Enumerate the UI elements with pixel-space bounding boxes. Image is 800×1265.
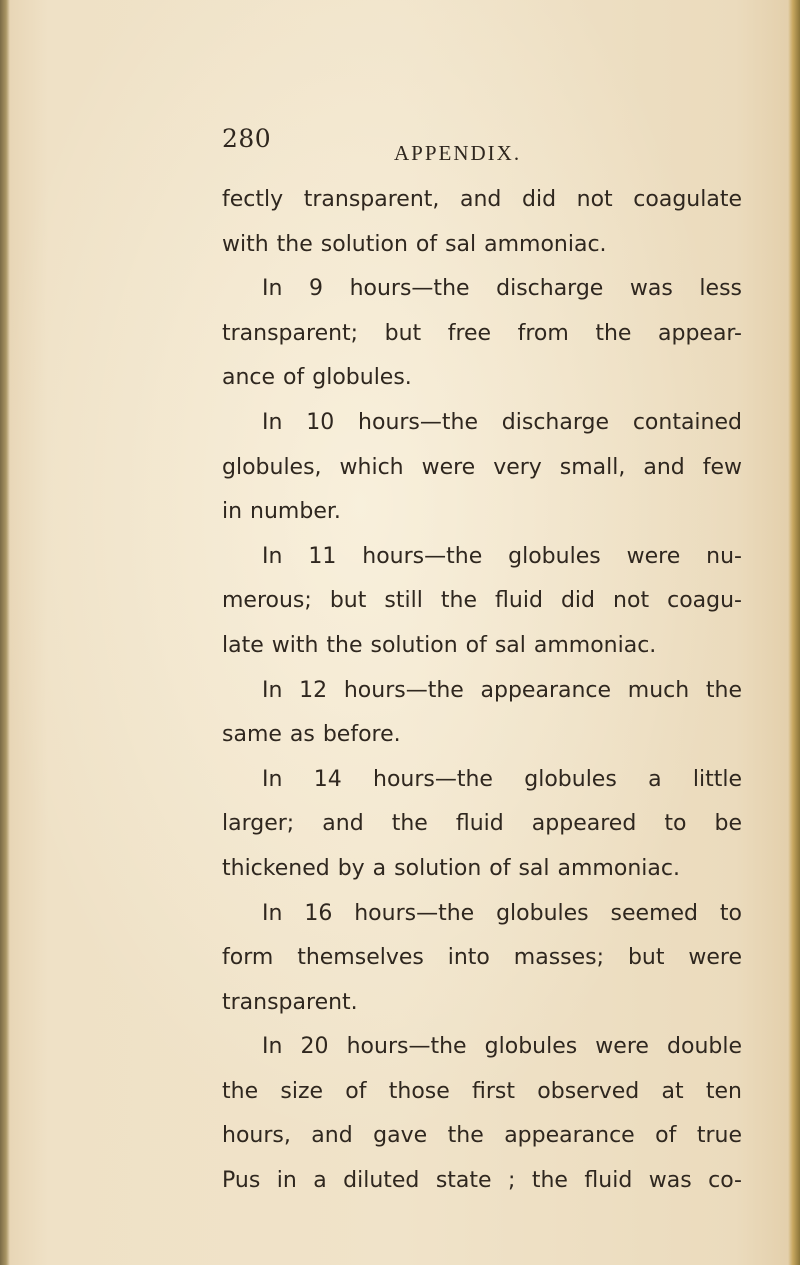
text-line: In 20 hours—the globules were double	[262, 1034, 742, 1060]
page-header	[0, 0, 800, 200]
text-line: In 11 hours—the globules were nu-	[262, 543, 742, 569]
text-line: same as before.	[222, 722, 401, 748]
text-line: in number.	[222, 499, 341, 525]
text-line: In 12 hours—the appearance much the	[262, 677, 742, 703]
text-line: In 14 hours—the globules a little	[262, 766, 742, 792]
text-line: thickened by a solution of sal ammoniac.	[222, 855, 680, 881]
page-number: 280	[222, 124, 272, 153]
running-head: APPENDIX.	[394, 141, 522, 165]
text-line: with the solution of sal ammoniac.	[222, 231, 607, 257]
text-line: globules, which were very small, and few	[222, 454, 742, 480]
text-line: larger; and the fluid appeared to be	[222, 811, 742, 837]
text-line: form themselves into masses; but were	[222, 945, 742, 971]
text-line: the size of those first observed at ten	[222, 1078, 742, 1104]
text-line: Pus in a diluted state ; the fluid was co-	[222, 1168, 742, 1194]
text-line: late with the solution of sal ammoniac.	[222, 632, 657, 658]
text-line: merous; but still the fluid did not coagu-	[222, 588, 742, 614]
text-line: transparent.	[222, 989, 358, 1015]
text-line: hours, and gave the appearance of true	[222, 1123, 742, 1149]
text-line: fectly transparent, and did not coagulate	[222, 187, 742, 212]
text-line: ance of globules.	[222, 365, 412, 391]
text-line: transparent; but free from the appear-	[222, 320, 742, 346]
body-text	[222, 178, 742, 1204]
text-line: In 10 hours—the discharge contained	[262, 409, 742, 435]
text-line: In 9 hours—the discharge was less	[262, 276, 742, 302]
text-line: In 16 hours—the globules seemed to	[262, 900, 742, 926]
